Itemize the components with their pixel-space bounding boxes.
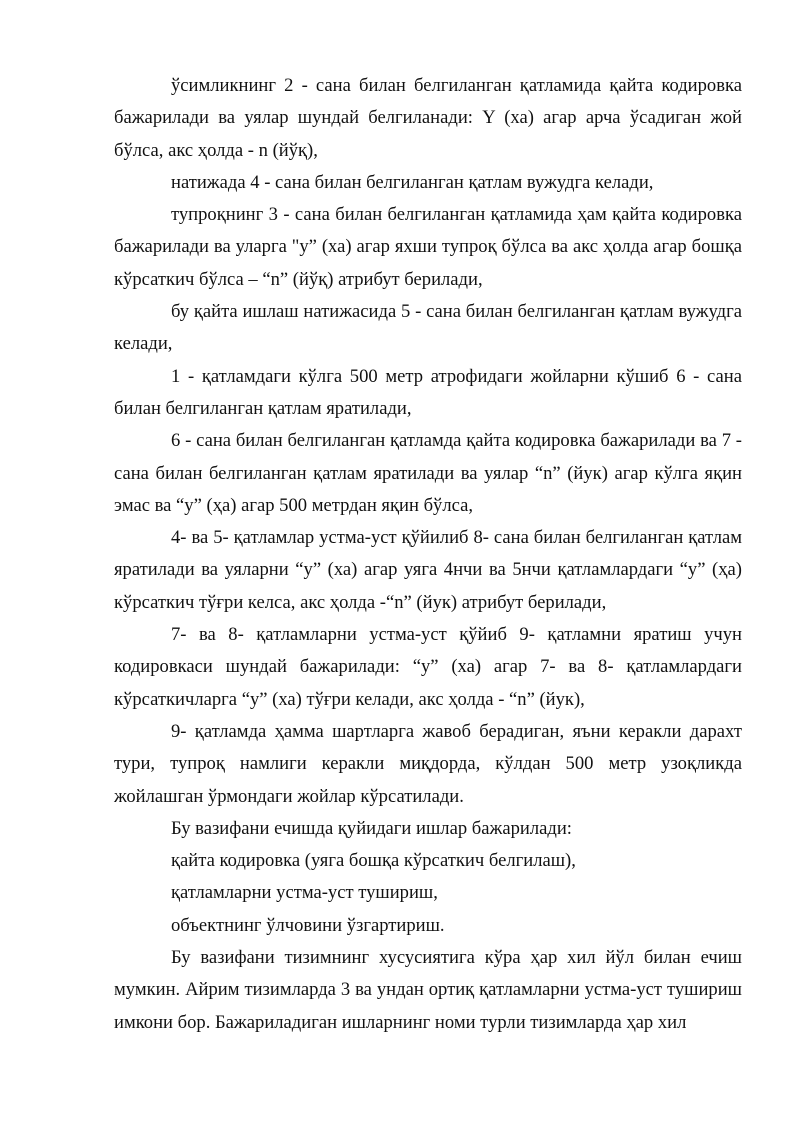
- paragraph-layer-5-result: бу қайта ишлаш натижасида 5 - сана билан белгиланган қатлам вужудга келади,: [114, 301, 742, 355]
- paragraph-system-differences: Бу вазифани тизимнинг хусусиятига кўра ҳар хил йўл билан ечиш мумкин. Айрим тизимларда 3 ва ундан ортиқ қатламларни устма-уст тушириш имкони бор. Бажариладиган ишларнинг номи турли тизимларда ҳар хил: [114, 947, 742, 1033]
- paragraph-layer-7-recode: 6 - сана билан белгиланган қатламда қайта кодировка бажарилади ва 7 - сана билан белгиланган қатлам яратилади ва уялар “n” (йук) агар кўлга яқин эмас ва “у” (ҳа) агар 500 метрдан яқин бўлса,: [114, 430, 742, 516]
- paragraph-tasks-intro: Бу вазифани ечишда қуйидаги ишлар бажарилади:: [171, 817, 572, 839]
- paragraph-layer-9-result: 9- қатламда ҳамма шартларга жавоб берадиган, яъни керакли дарахт тури, тупроқ намлиги керакли миқдорда, кўлдан 500 метр узоқликда жойлашган ўрмондаги жойлар кўрсатилади.: [114, 720, 742, 807]
- paragraph-soil-layer-recode: тупроқнинг 3 - сана билан белгиланган қатламида ҳам қайта кодировка бажарилади ва уларга "у” (ха) агар яхши тупроқ бўлса ва акс ҳолда агар бошқа кўрсаткич бўлса – “n” (йўқ) атрибут берилади,: [114, 204, 742, 290]
- list-item-rescale: объектнинг ўлчовини ўзгартириш.: [171, 914, 445, 936]
- paragraph-layer-9-overlay: 7- ва 8- қатламларни устма-уст қўйиб 9- қатламни яратиш учун кодировкаси шундай бажарилади: “у” (ха) агар 7- ва 8- қатламлардаги кўрсаткичларга “у” (ха) тўғри келади, акс ҳолда - “n” (йук),: [114, 624, 742, 710]
- document-body: [114, 70, 742, 1039]
- paragraph-plant-layer-recode: ўсимликнинг 2 - сана билан белгиланган қатламида қайта кодировка бажарилади ва уялар шундай белгиланади: Y (ха) агар арча ўсадиган жой бўлса, акс ҳолда - n (йўқ),: [114, 75, 742, 161]
- paragraph-layer-8-overlay: 4- ва 5- қатламлар устма-уст қўйилиб 8- сана билан белгиланган қатлам яратилади ва уяларни “у” (ха) агар уяга 4нчи ва 5нчи қатламлардаги “у” (ҳа) кўрсаткич тўғри келса, акс ҳолда -“n” (йук) атрибут берилади,: [114, 527, 742, 613]
- paragraph-layer-6-buffer: 1 - қатламдаги кўлга 500 метр атрофидаги жойларни кўшиб 6 - сана билан белгиланган қатлам яратилади,: [114, 365, 742, 419]
- list-item-overlay: қатламларни устма-уст тушириш,: [171, 882, 438, 904]
- paragraph-layer-4-result: натижада 4 - сана билан белгиланган қатлам вужудга келади,: [171, 171, 654, 193]
- list-item-recoding: қайта кодировка (уяга бошқа кўрсаткич белгилаш),: [171, 850, 576, 872]
